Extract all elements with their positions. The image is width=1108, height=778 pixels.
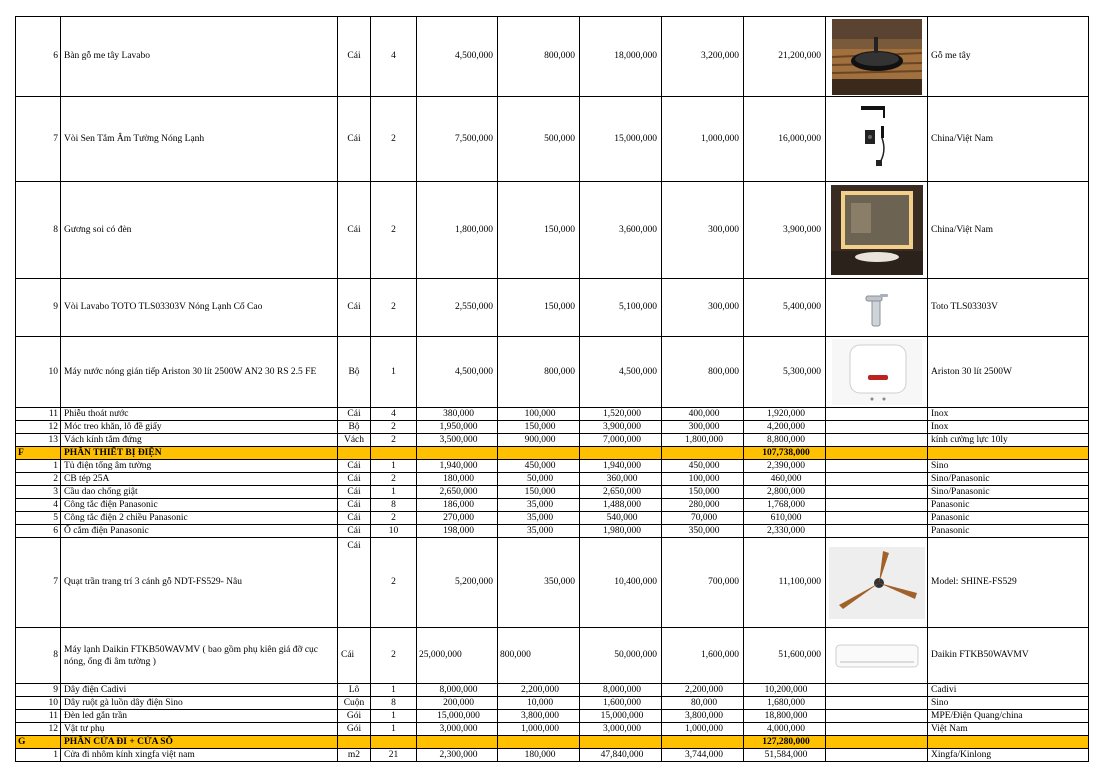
item-unit-price: 2,650,000 — [417, 486, 498, 499]
item-unit-price: 1,800,000 — [417, 182, 498, 279]
item-material-total: 3,000,000 — [580, 723, 662, 736]
item-quantity: 8 — [371, 499, 417, 512]
basin-faucet-image — [826, 288, 927, 328]
product-image-cell — [826, 684, 928, 697]
item-unit-price: 1,950,000 — [417, 421, 498, 434]
item-origin: Sino — [928, 697, 1089, 710]
item-labor-price: 35,000 — [498, 512, 580, 525]
item-unit-price: 186,000 — [417, 499, 498, 512]
item-total: 51,584,000 — [744, 749, 826, 762]
item-labor-total: 450,000 — [662, 460, 744, 473]
item-name: Vách kính tắm đứng — [61, 434, 338, 447]
section-empty-cell — [580, 736, 662, 749]
item-total: 4,000,000 — [744, 723, 826, 736]
item-labor-total: 280,000 — [662, 499, 744, 512]
item-number: 13 — [16, 434, 61, 447]
item-number: 6 — [16, 17, 61, 97]
item-unit-price: 15,000,000 — [417, 710, 498, 723]
item-labor-total: 3,200,000 — [662, 17, 744, 97]
wood-sink-counter-image — [826, 19, 927, 95]
item-unit: Cái — [338, 279, 371, 337]
section-empty-cell — [662, 736, 744, 749]
air-conditioner-image — [826, 641, 927, 671]
item-quantity: 2 — [371, 421, 417, 434]
item-number: 10 — [16, 337, 61, 408]
item-material-total: 47,840,000 — [580, 749, 662, 762]
item-unit-price: 5,200,000 — [417, 538, 498, 628]
item-total: 51,600,000 — [744, 628, 826, 684]
item-number: 10 — [16, 697, 61, 710]
item-unit: Cái — [338, 460, 371, 473]
section-header-row — [16, 447, 1089, 460]
item-origin: Panasonic — [928, 525, 1089, 538]
item-labor-total: 700,000 — [662, 538, 744, 628]
item-number: 9 — [16, 684, 61, 697]
section-empty-cell — [338, 736, 371, 749]
item-quantity: 1 — [371, 486, 417, 499]
item-number: 9 — [16, 279, 61, 337]
item-unit-price: 180,000 — [417, 473, 498, 486]
item-material-total: 4,500,000 — [580, 337, 662, 408]
quotation-table — [15, 16, 1089, 762]
item-labor-total: 1,000,000 — [662, 97, 744, 182]
section-empty-cell — [371, 736, 417, 749]
item-material-total: 7,000,000 — [580, 434, 662, 447]
item-total: 1,920,000 — [744, 408, 826, 421]
item-quantity: 2 — [371, 97, 417, 182]
item-unit: Bộ — [338, 337, 371, 408]
item-name: Quạt trần trang trí 3 cánh gỗ NDT-FS529- Nâu — [61, 538, 338, 628]
item-unit-price: 200,000 — [417, 697, 498, 710]
item-labor-price: 500,000 — [498, 97, 580, 182]
item-material-total: 1,488,000 — [580, 499, 662, 512]
table-row — [16, 421, 1089, 434]
table-row — [16, 434, 1089, 447]
item-total: 10,200,000 — [744, 684, 826, 697]
item-labor-total: 300,000 — [662, 421, 744, 434]
item-unit-price: 380,000 — [417, 408, 498, 421]
item-material-total: 1,940,000 — [580, 460, 662, 473]
item-total: 2,800,000 — [744, 486, 826, 499]
section-empty-cell — [662, 447, 744, 460]
item-number: 12 — [16, 723, 61, 736]
item-quantity: 4 — [371, 408, 417, 421]
item-unit: Bộ — [338, 421, 371, 434]
item-number: 8 — [16, 182, 61, 279]
item-number: 7 — [16, 538, 61, 628]
item-name: Phiễu thoát nước — [61, 408, 338, 421]
item-number: 2 — [16, 473, 61, 486]
item-origin: Gỗ me tây — [928, 17, 1089, 97]
item-name: Đèn led gắn trần — [61, 710, 338, 723]
item-unit: Cái — [338, 628, 371, 684]
item-number: 11 — [16, 408, 61, 421]
item-labor-total: 400,000 — [662, 408, 744, 421]
item-name: Máy nước nóng gián tiếp Ariston 30 lít 2500W AN2 30 RS 2.5 FE — [61, 337, 338, 408]
item-total: 5,300,000 — [744, 337, 826, 408]
item-name: Dây điện Cadivi — [61, 684, 338, 697]
item-unit-price: 8,000,000 — [417, 684, 498, 697]
item-unit-price: 270,000 — [417, 512, 498, 525]
item-unit: Cái — [338, 408, 371, 421]
table-row — [16, 337, 1089, 408]
item-labor-total: 1,600,000 — [662, 628, 744, 684]
item-quantity: 2 — [371, 628, 417, 684]
table-row — [16, 97, 1089, 182]
item-origin: Panasonic — [928, 512, 1089, 525]
item-origin: Panasonic — [928, 499, 1089, 512]
product-image-cell — [826, 499, 928, 512]
section-empty-cell — [498, 736, 580, 749]
item-name: Gương soi có đèn — [61, 182, 338, 279]
item-labor-price: 150,000 — [498, 486, 580, 499]
item-origin: Inox — [928, 408, 1089, 421]
item-name: CB tép 25A — [61, 473, 338, 486]
item-labor-total: 1,000,000 — [662, 723, 744, 736]
table-row — [16, 486, 1089, 499]
item-number: 6 — [16, 525, 61, 538]
item-total: 11,100,000 — [744, 538, 826, 628]
item-labor-total: 3,800,000 — [662, 710, 744, 723]
product-image-cell — [826, 525, 928, 538]
item-name: Vòi Sen Tắm Âm Tường Nóng Lạnh — [61, 97, 338, 182]
item-name: Dây ruột gà luồn dây điện Sino — [61, 697, 338, 710]
section-empty-cell — [826, 736, 928, 749]
item-number: 11 — [16, 710, 61, 723]
section-header-row — [16, 736, 1089, 749]
product-image-cell — [826, 486, 928, 499]
item-material-total: 8,000,000 — [580, 684, 662, 697]
item-name: Bàn gỗ me tây Lavabo — [61, 17, 338, 97]
item-number: 3 — [16, 486, 61, 499]
item-total: 1,680,000 — [744, 697, 826, 710]
table-row — [16, 512, 1089, 525]
item-labor-price: 900,000 — [498, 434, 580, 447]
item-unit-price: 25,000,000 — [417, 628, 498, 684]
item-unit-price: 2,300,000 — [417, 749, 498, 762]
product-image-cell — [826, 473, 928, 486]
product-image-cell — [826, 512, 928, 525]
product-image-cell — [826, 628, 928, 684]
item-labor-price: 35,000 — [498, 499, 580, 512]
product-image-cell — [826, 97, 928, 182]
item-material-total: 540,000 — [580, 512, 662, 525]
item-labor-total: 350,000 — [662, 525, 744, 538]
item-material-total: 5,100,000 — [580, 279, 662, 337]
item-quantity: 10 — [371, 525, 417, 538]
item-material-total: 15,000,000 — [580, 97, 662, 182]
item-origin: China/Việt Nam — [928, 97, 1089, 182]
item-quantity: 8 — [371, 697, 417, 710]
product-image-cell — [826, 434, 928, 447]
quotation-sheet — [15, 16, 1089, 762]
item-quantity: 1 — [371, 684, 417, 697]
product-image-cell — [826, 182, 928, 279]
item-labor-total: 300,000 — [662, 279, 744, 337]
table-row — [16, 710, 1089, 723]
section-code: F — [16, 447, 61, 460]
item-quantity: 1 — [371, 337, 417, 408]
table-row — [16, 460, 1089, 473]
table-row — [16, 538, 1089, 628]
item-labor-price: 350,000 — [498, 538, 580, 628]
item-origin: Inox — [928, 421, 1089, 434]
product-image-cell — [826, 538, 928, 628]
item-unit: Cuộn — [338, 697, 371, 710]
item-labor-price: 180,000 — [498, 749, 580, 762]
item-name: Công tắc điện Panasonic — [61, 499, 338, 512]
item-material-total: 1,520,000 — [580, 408, 662, 421]
item-origin: kính cường lực 10ly — [928, 434, 1089, 447]
table-row — [16, 697, 1089, 710]
item-total: 8,800,000 — [744, 434, 826, 447]
section-empty-cell — [498, 447, 580, 460]
item-unit-price: 2,550,000 — [417, 279, 498, 337]
item-labor-total: 150,000 — [662, 486, 744, 499]
item-labor-total: 300,000 — [662, 182, 744, 279]
item-material-total: 3,600,000 — [580, 182, 662, 279]
item-quantity: 2 — [371, 279, 417, 337]
item-labor-total: 70,000 — [662, 512, 744, 525]
item-material-total: 360,000 — [580, 473, 662, 486]
item-quantity: 2 — [371, 538, 417, 628]
item-labor-total: 3,744,000 — [662, 749, 744, 762]
item-labor-price: 150,000 — [498, 279, 580, 337]
item-unit-price: 3,000,000 — [417, 723, 498, 736]
item-labor-price: 100,000 — [498, 408, 580, 421]
item-material-total: 18,000,000 — [580, 17, 662, 97]
item-unit: Cái — [338, 499, 371, 512]
product-image-cell — [826, 421, 928, 434]
item-material-total: 3,900,000 — [580, 421, 662, 434]
item-origin: Sino — [928, 460, 1089, 473]
item-unit-price: 3,500,000 — [417, 434, 498, 447]
item-labor-price: 35,000 — [498, 525, 580, 538]
item-quantity: 2 — [371, 434, 417, 447]
item-labor-price: 150,000 — [498, 182, 580, 279]
item-number: 4 — [16, 499, 61, 512]
item-origin: Model: SHINE-FS529 — [928, 538, 1089, 628]
item-labor-price: 50,000 — [498, 473, 580, 486]
item-name: Cầu dao chống giật — [61, 486, 338, 499]
product-image-cell — [826, 723, 928, 736]
item-quantity: 4 — [371, 17, 417, 97]
item-unit-price: 4,500,000 — [417, 17, 498, 97]
item-unit: Gói — [338, 710, 371, 723]
item-unit-price: 198,000 — [417, 525, 498, 538]
item-origin: Toto TLS03303V — [928, 279, 1089, 337]
item-name: Ổ cắm điện Panasonic — [61, 525, 338, 538]
table-row — [16, 473, 1089, 486]
item-labor-price: 10,000 — [498, 697, 580, 710]
water-heater-image — [826, 339, 927, 405]
item-name: Máy lạnh Daikin FTKB50WAVMV ( bao gồm phụ kiên giá đỡ cục nóng, ống đi âm tường ) — [61, 628, 338, 684]
item-total: 2,390,000 — [744, 460, 826, 473]
item-unit: Cái — [338, 486, 371, 499]
ceiling-fan-image — [826, 547, 927, 619]
table-row — [16, 525, 1089, 538]
section-empty-cell — [928, 447, 1089, 460]
product-image-cell — [826, 749, 928, 762]
item-labor-total: 800,000 — [662, 337, 744, 408]
section-empty-cell — [928, 736, 1089, 749]
section-total: 107,738,000 — [744, 447, 826, 460]
item-labor-price: 150,000 — [498, 421, 580, 434]
section-title: PHẦN THIẾT BỊ ĐIỆN — [61, 447, 338, 460]
section-empty-cell — [417, 447, 498, 460]
item-total: 21,200,000 — [744, 17, 826, 97]
shower-set-image — [826, 104, 927, 174]
item-total: 5,400,000 — [744, 279, 826, 337]
item-name: Vật tư phụ — [61, 723, 338, 736]
item-material-total: 10,400,000 — [580, 538, 662, 628]
item-total: 4,200,000 — [744, 421, 826, 434]
item-unit: Cái — [338, 182, 371, 279]
item-origin: Daikin FTKB50WAVMV — [928, 628, 1089, 684]
item-total: 16,000,000 — [744, 97, 826, 182]
item-total: 2,330,000 — [744, 525, 826, 538]
item-unit: Cái — [338, 17, 371, 97]
item-origin: Sino/Panasonic — [928, 473, 1089, 486]
item-name: Công tắc điện 2 chiều Panasonic — [61, 512, 338, 525]
item-labor-price: 450,000 — [498, 460, 580, 473]
product-image-cell — [826, 710, 928, 723]
item-total: 3,900,000 — [744, 182, 826, 279]
table-row — [16, 684, 1089, 697]
section-empty-cell — [338, 447, 371, 460]
table-row — [16, 408, 1089, 421]
item-name: Tủ điện tổng âm tường — [61, 460, 338, 473]
product-image-cell — [826, 460, 928, 473]
item-origin: Sino/Panasonic — [928, 486, 1089, 499]
item-unit: Gói — [338, 723, 371, 736]
item-quantity: 1 — [371, 460, 417, 473]
item-number: 5 — [16, 512, 61, 525]
table-row — [16, 279, 1089, 337]
item-unit: Lô — [338, 684, 371, 697]
item-labor-price: 3,800,000 — [498, 710, 580, 723]
item-number: 1 — [16, 749, 61, 762]
section-empty-cell — [580, 447, 662, 460]
item-total: 1,768,000 — [744, 499, 826, 512]
section-empty-cell — [371, 447, 417, 460]
table-row — [16, 628, 1089, 684]
item-labor-price: 800,000 — [498, 628, 580, 684]
table-row — [16, 723, 1089, 736]
item-labor-price: 1,000,000 — [498, 723, 580, 736]
item-labor-total: 1,800,000 — [662, 434, 744, 447]
section-code: G — [16, 736, 61, 749]
item-labor-price: 2,200,000 — [498, 684, 580, 697]
item-unit-price: 7,500,000 — [417, 97, 498, 182]
product-image-cell — [826, 697, 928, 710]
item-number: 1 — [16, 460, 61, 473]
table-row — [16, 182, 1089, 279]
section-total: 127,280,000 — [744, 736, 826, 749]
item-total: 18,800,000 — [744, 710, 826, 723]
item-material-total: 15,000,000 — [580, 710, 662, 723]
item-quantity: 1 — [371, 723, 417, 736]
item-name: Cửa đi nhôm kính xingfa việt nam — [61, 749, 338, 762]
section-empty-cell — [417, 736, 498, 749]
item-number: 8 — [16, 628, 61, 684]
item-labor-price: 800,000 — [498, 337, 580, 408]
section-title: PHẦN CỬA ĐI + CỬA SỔ — [61, 736, 338, 749]
item-quantity: 21 — [371, 749, 417, 762]
table-row — [16, 749, 1089, 762]
product-image-cell — [826, 279, 928, 337]
item-unit: Cái — [338, 473, 371, 486]
item-origin: Ariston 30 lít 2500W — [928, 337, 1089, 408]
item-quantity: 2 — [371, 512, 417, 525]
item-material-total: 2,650,000 — [580, 486, 662, 499]
item-total: 460,000 — [744, 473, 826, 486]
item-unit: Vách — [338, 434, 371, 447]
item-number: 7 — [16, 97, 61, 182]
product-image-cell — [826, 17, 928, 97]
item-labor-price: 800,000 — [498, 17, 580, 97]
item-number: 12 — [16, 421, 61, 434]
product-image-cell — [826, 337, 928, 408]
item-labor-total: 100,000 — [662, 473, 744, 486]
item-quantity: 2 — [371, 473, 417, 486]
led-mirror-image — [826, 185, 927, 275]
item-origin: Việt Nam — [928, 723, 1089, 736]
item-quantity: 1 — [371, 710, 417, 723]
section-empty-cell — [826, 447, 928, 460]
item-origin: MPE/Điện Quang/china — [928, 710, 1089, 723]
item-labor-total: 80,000 — [662, 697, 744, 710]
item-name: Vòi Lavabo TOTO TLS03303V Nóng Lạnh Cổ Cao — [61, 279, 338, 337]
item-unit: Cái — [338, 512, 371, 525]
item-labor-total: 2,200,000 — [662, 684, 744, 697]
item-quantity: 2 — [371, 182, 417, 279]
item-unit-price: 1,940,000 — [417, 460, 498, 473]
item-unit-price: 4,500,000 — [417, 337, 498, 408]
item-unit: Cái — [338, 525, 371, 538]
item-unit: Cái — [338, 538, 371, 628]
item-material-total: 1,980,000 — [580, 525, 662, 538]
item-unit: Cái — [338, 97, 371, 182]
item-origin: China/Việt Nam — [928, 182, 1089, 279]
item-material-total: 1,600,000 — [580, 697, 662, 710]
item-origin: Xingfa/Kinlong — [928, 749, 1089, 762]
table-row — [16, 17, 1089, 97]
item-material-total: 50,000,000 — [580, 628, 662, 684]
item-unit: m2 — [338, 749, 371, 762]
product-image-cell — [826, 408, 928, 421]
item-name: Móc treo khăn, lô đề giấy — [61, 421, 338, 434]
item-origin: Cadivi — [928, 684, 1089, 697]
table-row — [16, 499, 1089, 512]
item-total: 610,000 — [744, 512, 826, 525]
